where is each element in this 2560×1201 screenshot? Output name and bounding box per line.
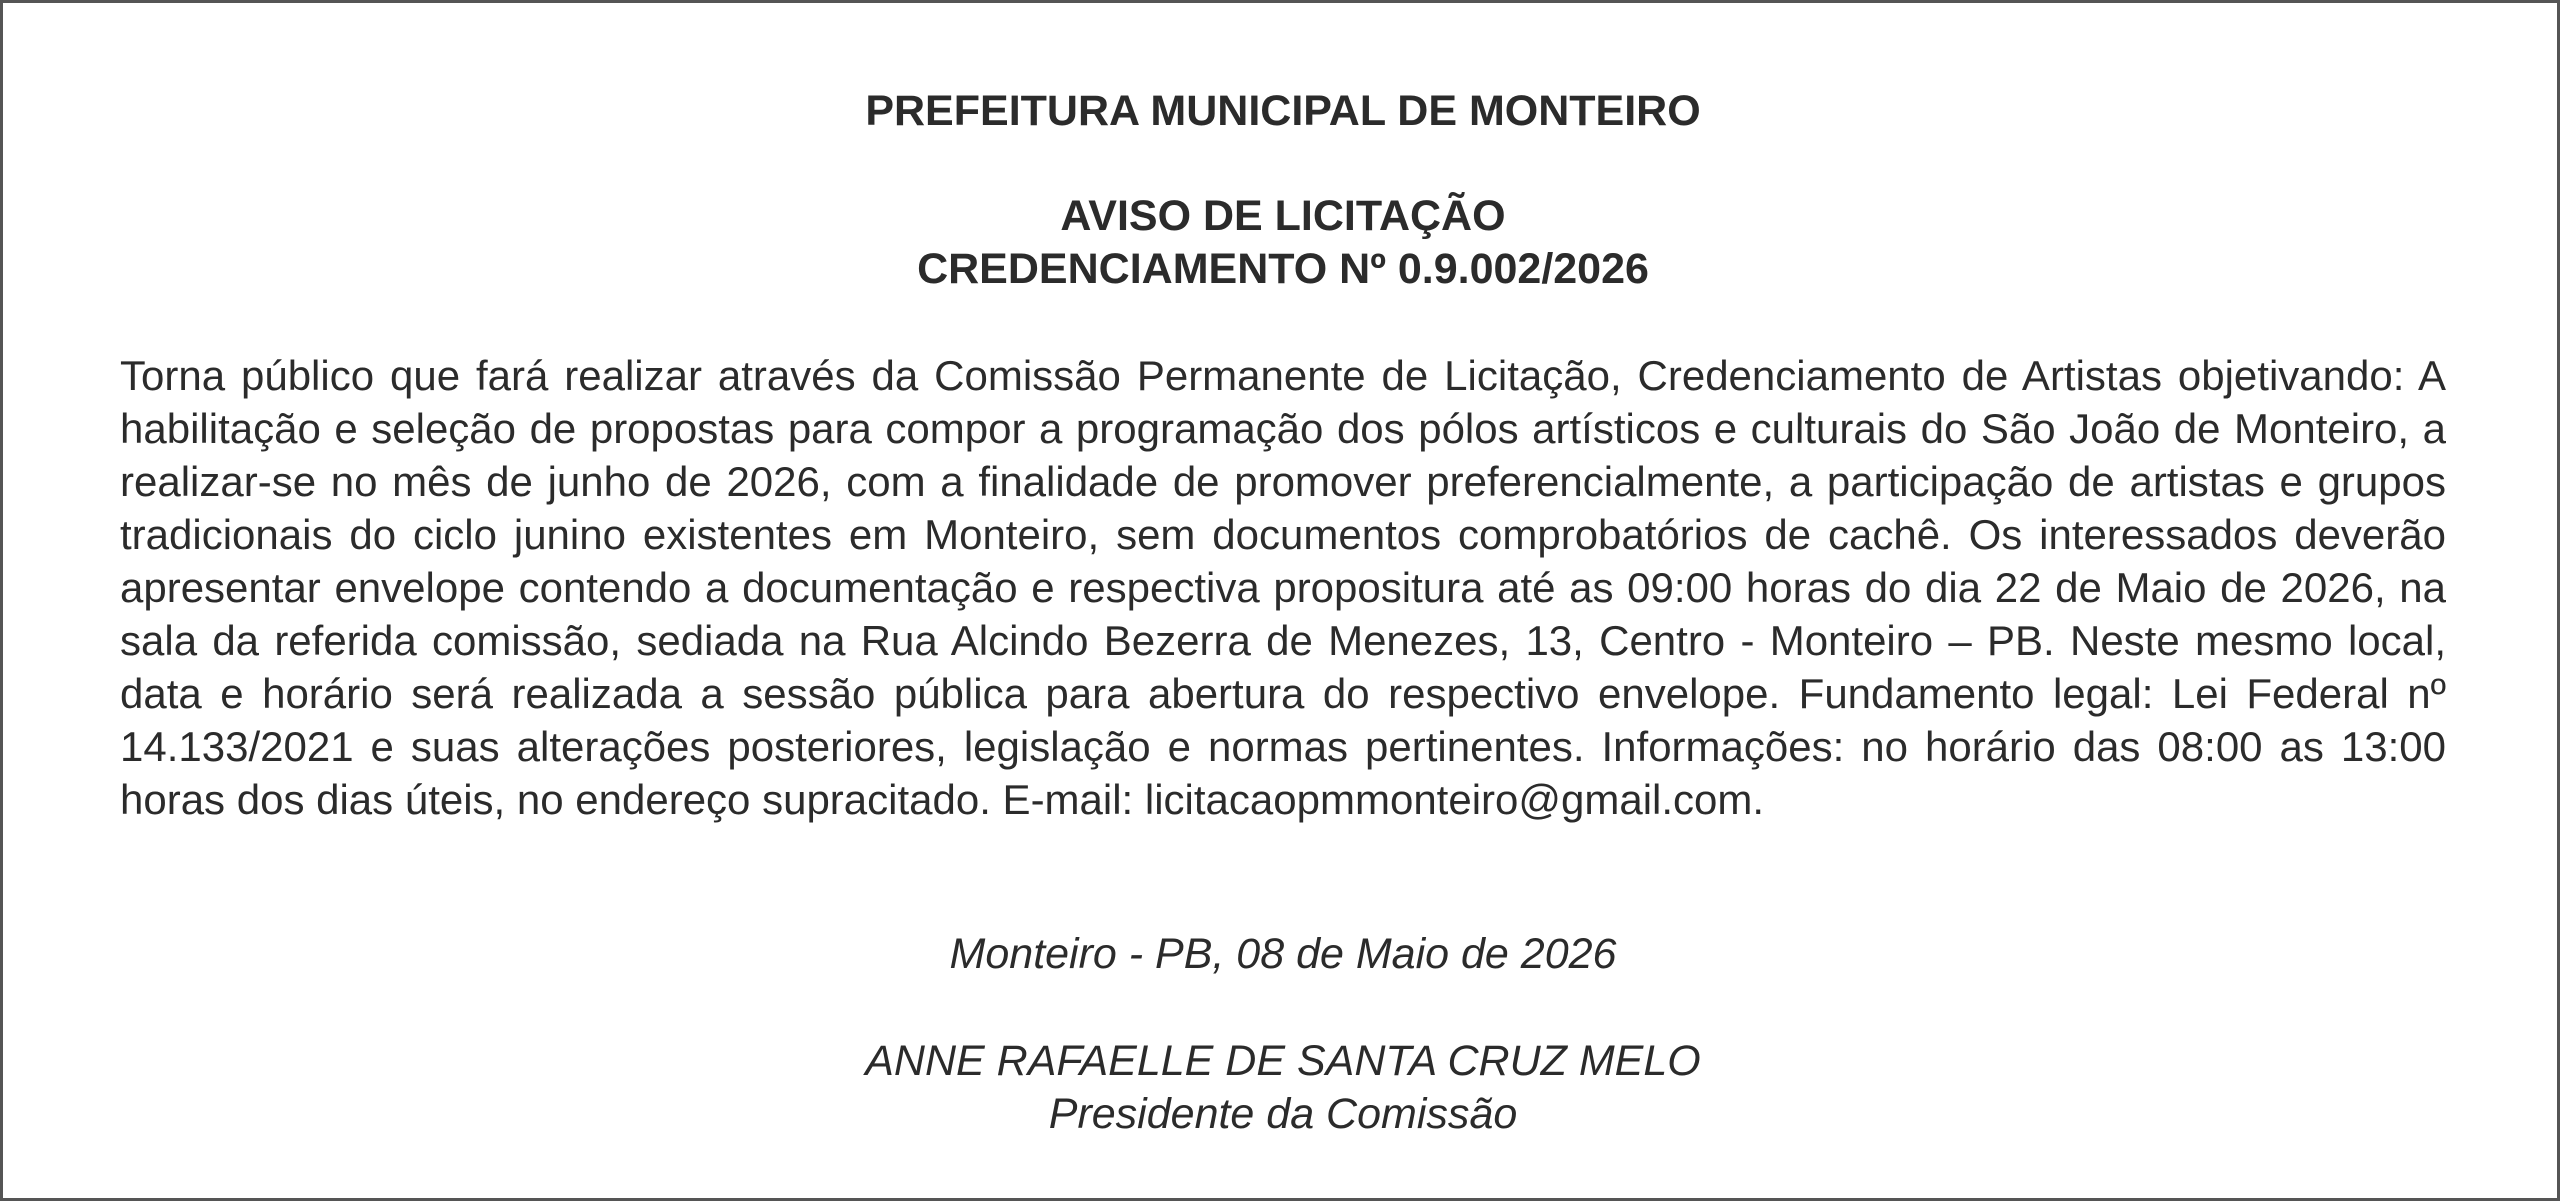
organization-heading: PREFEITURA MUNICIPAL DE MONTEIRO xyxy=(865,87,1701,135)
signer-role: Presidente da Comissão xyxy=(1048,1090,1518,1138)
place-date: Monteiro - PB, 08 de Maio de 2026 xyxy=(949,930,1617,978)
notice-title: AVISO DE LICITAÇÃO xyxy=(1060,192,1506,240)
signer-name: ANNE RAFAELLE DE SANTA CRUZ MELO xyxy=(865,1037,1701,1085)
notice-subtitle: CREDENCIAMENTO Nº 0.9.002/2026 xyxy=(917,245,1649,293)
notice-title-block xyxy=(3,190,2560,296)
signature-block xyxy=(3,1035,2560,1141)
notice-body: Torna público que fará realizar através da Comissão Permanente de Licitação, Credenciamento de Artistas objetivando: A habilitação e seleção de propostas para compor a programação dos pólos artísticos e culturais do São João de Monteiro, a realizar-se no mês de junho de 2026, com a finalidade de promover preferencialmente, a participação de artistas e grupos tradicionais do ciclo junino existentes em Monteiro, sem documentos comprobatórios de cachê. Os interessados deverão apresentar envelope contendo a documentação e respectiva propositura até as 09:00 horas do dia 22 de Maio de 2026, na sala da referida comissão, sediada na Rua Alcindo Bezerra de Menezes, 13, Centro - Monteiro – PB. Neste mesmo local, data e horário será realizada a sessão pública para abertura do respectivo envelope. Fundamento legal: Lei Federal nº 14.133/2021 e suas alterações posteriores, legislação e normas pertinentes. Informações: no horário das 08:00 as 13:00 horas dos dias úteis, no endereço supracitado. E-mail: licitacaopmmonteiro@gmail.com. xyxy=(120,352,2446,823)
